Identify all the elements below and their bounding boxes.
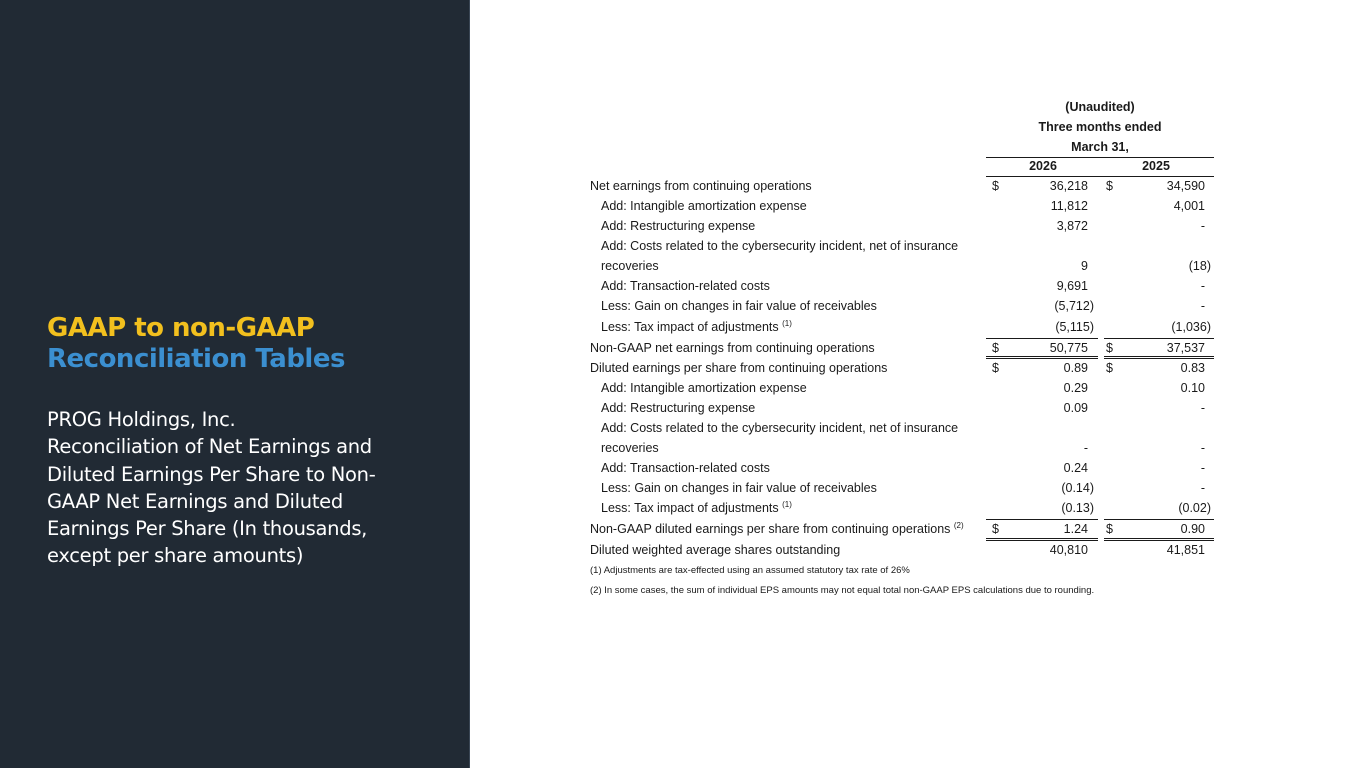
row-label [601, 239, 958, 253]
row-label-text: Add: Intangible amortization expense [601, 199, 807, 213]
value-2025: 37,537 [1166, 341, 1205, 355]
row-label-text: Less: Tax impact of adjustments [601, 501, 779, 515]
row-label [601, 259, 659, 273]
value-2026: (5,712) [1054, 299, 1094, 313]
value-2026: (0.13) [1061, 501, 1094, 515]
table-row [0, 179, 1365, 199]
subtitle-line: except per share amounts) [47, 544, 304, 568]
row-label-text: Add: Intangible amortization expense [601, 381, 807, 395]
title-line-1: GAAP to non-GAAP [47, 313, 315, 343]
row-label-text: Net earnings from continuing operations [590, 179, 812, 193]
row-label [601, 461, 770, 475]
subtitle-line: GAAP Net Earnings and Diluted [47, 489, 343, 513]
value-2026: 50,775 [1049, 341, 1088, 355]
value-2025: - [1200, 481, 1205, 495]
table-row [0, 421, 1365, 441]
row-label-text: Diluted weighted average shares outstanding [590, 543, 841, 557]
value-2026: - [1083, 441, 1088, 455]
currency-symbol: $ [1106, 361, 1113, 375]
row-label-text: Less: Gain on changes in fair value of receivables [601, 481, 877, 495]
subtitle-line: PROG Holdings, Inc. [47, 408, 236, 431]
row-label [590, 522, 964, 536]
row-label [601, 299, 877, 313]
footnote-marker: (1) [782, 500, 792, 509]
row-label [601, 481, 877, 495]
value-2025: - [1200, 441, 1205, 455]
row-label [601, 219, 755, 233]
currency-symbol: $ [1106, 341, 1113, 355]
footnote-1: (1) Adjustments are tax-effected using an assumed statutory tax rate of 26% [590, 565, 910, 576]
table-rule [1104, 538, 1214, 539]
value-2026: 11,812 [1050, 199, 1088, 213]
row-label-text: Add: Restructuring expense [601, 219, 756, 233]
value-2026: 36,218 [1049, 179, 1088, 193]
footnote-2: (2) In some cases, the sum of individual EPS amounts may not equal total non-GAAP EPS calculations due to rounding. [590, 585, 1095, 596]
table-row [0, 441, 1365, 461]
value-2026: 0.89 [1063, 361, 1088, 375]
table-row [0, 361, 1365, 381]
row-label [601, 441, 659, 455]
table-row [0, 543, 1365, 563]
value-2026: 0.09 [1063, 401, 1088, 415]
value-2026: (5,115) [1055, 320, 1094, 334]
value-2025: - [1200, 461, 1205, 475]
currency-symbol: $ [992, 522, 999, 536]
table-rule [986, 519, 1098, 520]
value-2025: - [1200, 219, 1205, 233]
row-label [601, 421, 958, 435]
row-label [590, 543, 840, 557]
value-2026: 0.24 [1063, 461, 1088, 475]
title-line-2: Reconciliation Tables [47, 344, 345, 374]
currency-symbol: $ [992, 361, 999, 375]
value-2025: - [1200, 279, 1205, 293]
value-2026: 3,872 [1056, 219, 1088, 233]
subtitle-line: Diluted Earnings Per Share to Non- [47, 462, 376, 486]
row-label [601, 501, 792, 515]
value-2026: (0.14) [1061, 481, 1094, 495]
table-row [0, 219, 1365, 239]
column-header-2026: 2026 [1029, 159, 1057, 173]
header-date: March 31, [1071, 140, 1129, 154]
row-label [601, 381, 807, 395]
row-label [601, 279, 770, 293]
currency-symbol: $ [1106, 179, 1113, 193]
value-2025: 0.83 [1180, 361, 1205, 375]
table-row [0, 501, 1365, 521]
row-label [590, 179, 812, 193]
table-rule [986, 540, 1098, 541]
value-2025: - [1200, 401, 1205, 415]
row-label-text: Less: Gain on changes in fair value of receivables [601, 299, 877, 313]
header-rule [986, 157, 1214, 158]
currency-symbol: $ [1106, 522, 1113, 536]
value-2025: 0.90 [1180, 522, 1205, 536]
table-rule [1104, 358, 1214, 359]
row-label [601, 320, 792, 334]
row-label [590, 341, 875, 355]
value-2026: 9,691 [1056, 279, 1088, 293]
value-2026: 0.29 [1063, 381, 1088, 395]
table-rule [986, 356, 1098, 357]
table-row [0, 299, 1365, 319]
table-rule [1104, 519, 1214, 520]
value-2026: 40,810 [1049, 543, 1088, 557]
table-row [0, 401, 1365, 421]
currency-symbol: $ [992, 341, 999, 355]
table-rule [1104, 338, 1214, 339]
row-label [601, 199, 807, 213]
table-rule [1104, 540, 1214, 541]
row-label [590, 361, 887, 375]
table-row [0, 481, 1365, 501]
row-label-text: recoveries [601, 441, 659, 455]
value-2025: 0.10 [1180, 381, 1205, 395]
value-2025: 41,851 [1166, 543, 1205, 557]
row-label-text: Add: Transaction-related costs [601, 279, 770, 293]
value-2025: (0.02) [1178, 501, 1211, 515]
table-row [0, 239, 1365, 259]
table-rule [986, 538, 1098, 539]
row-label-text: Non-GAAP diluted earnings per share from continuing operations [590, 522, 951, 536]
subtitle-line: Earnings Per Share (In thousands, [47, 517, 368, 541]
value-2025: (18) [1188, 259, 1211, 273]
column-header-rule [986, 176, 1214, 177]
table-row [0, 279, 1365, 299]
column-header-2025: 2025 [1142, 159, 1170, 173]
row-label-text: Add: Transaction-related costs [601, 461, 770, 475]
value-2025: 4,001 [1173, 199, 1205, 213]
value-2025: (1,036) [1171, 320, 1211, 334]
currency-symbol: $ [992, 179, 999, 193]
header-period: Three months ended [1038, 120, 1162, 134]
row-label-text: Add: Costs related to the cybersecurity incident, net of insurance [601, 421, 959, 435]
row-label-text: Less: Tax impact of adjustments [601, 320, 779, 334]
table-row [0, 199, 1365, 219]
header-unaudited: (Unaudited) [1065, 100, 1135, 114]
row-label-text: recoveries [601, 259, 659, 273]
table-rule [986, 338, 1098, 339]
row-label-text: Diluted earnings per share from continuing operations [590, 361, 888, 375]
table-row [0, 461, 1365, 481]
row-label-text: Add: Costs related to the cybersecurity incident, net of insurance [601, 239, 959, 253]
row-label-text: Add: Restructuring expense [601, 401, 756, 415]
table-rule [1104, 356, 1214, 357]
value-2026: 1.24 [1063, 522, 1088, 536]
table-row [0, 259, 1365, 279]
table-rule [986, 358, 1098, 359]
table-row [0, 381, 1365, 401]
table-row [0, 320, 1365, 340]
row-label [601, 401, 755, 415]
row-label-text: Non-GAAP net earnings from continuing operations [590, 341, 875, 355]
subtitle-line: Reconciliation of Net Earnings and [47, 435, 372, 459]
footnote-marker: (1) [782, 319, 792, 328]
value-2025: 34,590 [1166, 179, 1205, 193]
value-2026: 9 [1081, 259, 1088, 273]
footnote-marker: (2) [953, 521, 964, 530]
value-2025: - [1200, 299, 1205, 313]
table-row [0, 522, 1365, 542]
